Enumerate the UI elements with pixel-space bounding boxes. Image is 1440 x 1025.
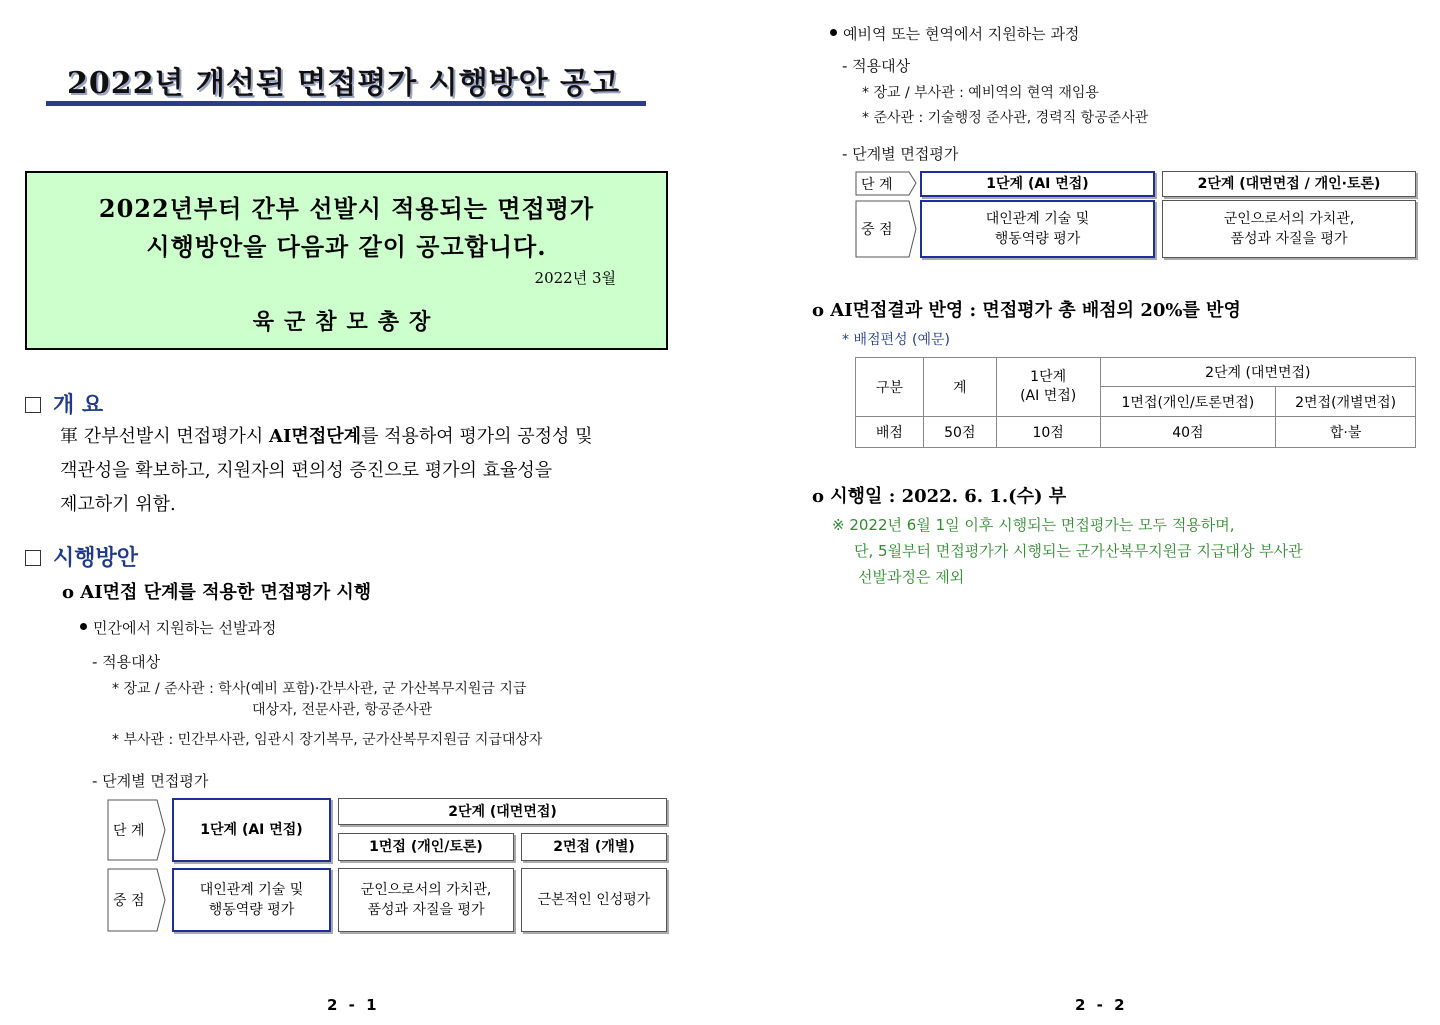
focus1-line-1: 대인관계 기술 및 — [985, 211, 1090, 227]
page-number-left: 2 - 1 — [327, 996, 380, 1014]
header-stage2-interview1: 1면접(개인/토론면접) — [1100, 387, 1276, 417]
header-stage1 — [996, 358, 1100, 417]
effective-note-3: 선발과정은 제외 — [858, 568, 965, 586]
notice-box — [25, 171, 668, 350]
active-officer-line: * 장교 / 부사관 : 예비역의 현역 재임용 — [862, 85, 1099, 101]
reflection-heading: o AI면접결과 반영 : 면접평가 총 배점의 20%를 반영 — [812, 300, 1241, 321]
header-total: 계 — [923, 358, 996, 417]
checkbox-square-icon — [25, 550, 41, 566]
score-table — [855, 357, 1416, 448]
cell-stage2-interview2: 합·불 — [1276, 417, 1416, 448]
civilian-stage-label: - 단계별 면접평가 — [92, 772, 209, 790]
reflection-note: * 배점편성 (예문) — [842, 332, 950, 348]
row-label-focus — [855, 200, 917, 258]
active-warrant-line: * 준사관 : 기술행정 준사관, 경력직 항공준사관 — [862, 110, 1149, 126]
overview-text-bold: AI면접단계 — [269, 426, 361, 447]
focus2-line-1: 군인으로서의 가치관, — [1223, 211, 1355, 227]
active-bullet-text: 예비역 또는 현역에서 지원하는 과정 — [843, 25, 1080, 43]
focus3-cell: 근본적인 인성평가 — [521, 868, 667, 932]
stage2-cell: 2단계 (대면면접) — [338, 798, 667, 825]
notice-line-2: 시행방안을 다음과 같이 공고합니다. — [146, 232, 547, 261]
active-target-label: - 적용대상 — [842, 57, 911, 75]
stage2-interview1-cell: 1면접 (개인/토론) — [338, 833, 514, 861]
civilian-bullet — [80, 617, 276, 638]
cell-stage1: 10점 — [996, 417, 1100, 448]
overview-line-2: 객관성을 확보하고, 지원자의 편의성 증진으로 평가의 효율성을 — [60, 460, 553, 481]
civilian-target-label: - 적용대상 — [92, 653, 161, 671]
civilian-nco-line: * 부사관 : 민간부사관, 임관시 장기복무, 군가산복무지원금 지급대상자 — [112, 732, 543, 748]
page-number-right: 2 - 2 — [1075, 996, 1128, 1014]
overview-text-c: 를 적용하여 평가의 공정성 및 — [360, 426, 593, 447]
row-label-stage-text: 단 계 — [113, 823, 145, 839]
cell-total: 50점 — [923, 417, 996, 448]
focus1-cell — [172, 868, 331, 932]
focus1-cell — [920, 200, 1155, 258]
effective-note-2: 단, 5월부터 면접평가가 시행되는 군가산복무지원금 지급대상 부사관 — [854, 542, 1303, 560]
plan-heading-text: 시행방안 — [53, 546, 139, 571]
focus2-line-1: 군인으로서의 가치관, — [360, 882, 492, 898]
focus2-cell — [338, 868, 514, 932]
focus2-cell — [1162, 200, 1416, 258]
civilian-officer-line-2: 대상자, 전문사관, 항공준사관 — [252, 702, 433, 718]
stage2-interview2-cell: 2면접 (개별) — [521, 833, 667, 861]
stage2-cell: 2단계 (대면면접 / 개인·토론) — [1162, 171, 1416, 197]
plan-heading — [25, 541, 138, 572]
stage1-cell: 1단계 (AI 면접) — [920, 171, 1155, 197]
header-category: 구분 — [856, 358, 924, 417]
effective-heading: o 시행일 : 2022. 6. 1.(수) 부 — [812, 486, 1067, 507]
stage1-cell: 1단계 (AI 면접) — [172, 798, 331, 862]
row-label-focus — [107, 868, 167, 932]
active-bullet — [830, 23, 1079, 44]
title-underline — [46, 101, 646, 106]
ai-interview-item: o AI면접 단계를 적용한 면접평가 시행 — [62, 582, 372, 603]
focus1-line-2: 행동역량 평가 — [994, 231, 1081, 247]
focus1-line-2: 행동역량 평가 — [208, 902, 295, 918]
overview-prefix: 軍 — [60, 426, 78, 447]
header-stage1-line-2: (AI 면접) — [1020, 388, 1077, 404]
checkbox-square-icon — [25, 397, 41, 413]
row-label-stage-text: 단 계 — [861, 176, 893, 193]
civilian-bullet-text: 민간에서 지원하는 선발과정 — [93, 619, 277, 637]
overview-line-1 — [60, 420, 593, 454]
civilian-officer-line-1: * 장교 / 준사관 : 학사(예비 포함)·간부사관, 군 가산복무지원금 지급 — [112, 681, 527, 697]
header-stage2: 2단계 (대면면접) — [1100, 358, 1415, 387]
cell-stage2-interview1: 40점 — [1100, 417, 1276, 448]
active-stage-label: - 단계별 면접평가 — [842, 145, 959, 163]
row-label-score: 배점 — [856, 417, 924, 448]
row-label-focus-text: 중 점 — [113, 893, 145, 909]
bullet-dot-icon — [830, 29, 837, 36]
overview-text-a: 간부선발시 면접평가시 — [78, 426, 270, 447]
row-label-stage — [107, 799, 167, 861]
notice-line-1: 2022년부터 간부 선발시 적용되는 면접평가 — [98, 194, 595, 223]
overview-heading — [25, 388, 103, 419]
row-label-focus-text: 중 점 — [861, 222, 893, 238]
focus1-line-1: 대인관계 기술 및 — [199, 882, 304, 898]
overview-line-3: 제고하기 위함. — [60, 494, 176, 515]
notice-signature: 육군참모총장 — [252, 309, 441, 335]
notice-date: 2022년 3월 — [534, 269, 616, 287]
effective-note-1: ※ 2022년 6월 1일 이후 시행되는 면접평가는 모두 적용하며, — [832, 516, 1235, 534]
bullet-dot-icon — [80, 623, 87, 630]
overview-heading-text: 개 요 — [53, 393, 104, 418]
focus2-line-2: 품성과 자질을 평가 — [367, 902, 485, 918]
row-label-stage — [855, 171, 917, 196]
header-stage1-line-1: 1단계 — [1030, 369, 1067, 385]
focus2-line-2: 품성과 자질을 평가 — [1230, 231, 1348, 247]
header-stage2-interview2: 2면접(개별면접) — [1276, 387, 1416, 417]
document-title: 2022년 개선된 면접평가 시행방안 공고 — [67, 66, 620, 101]
